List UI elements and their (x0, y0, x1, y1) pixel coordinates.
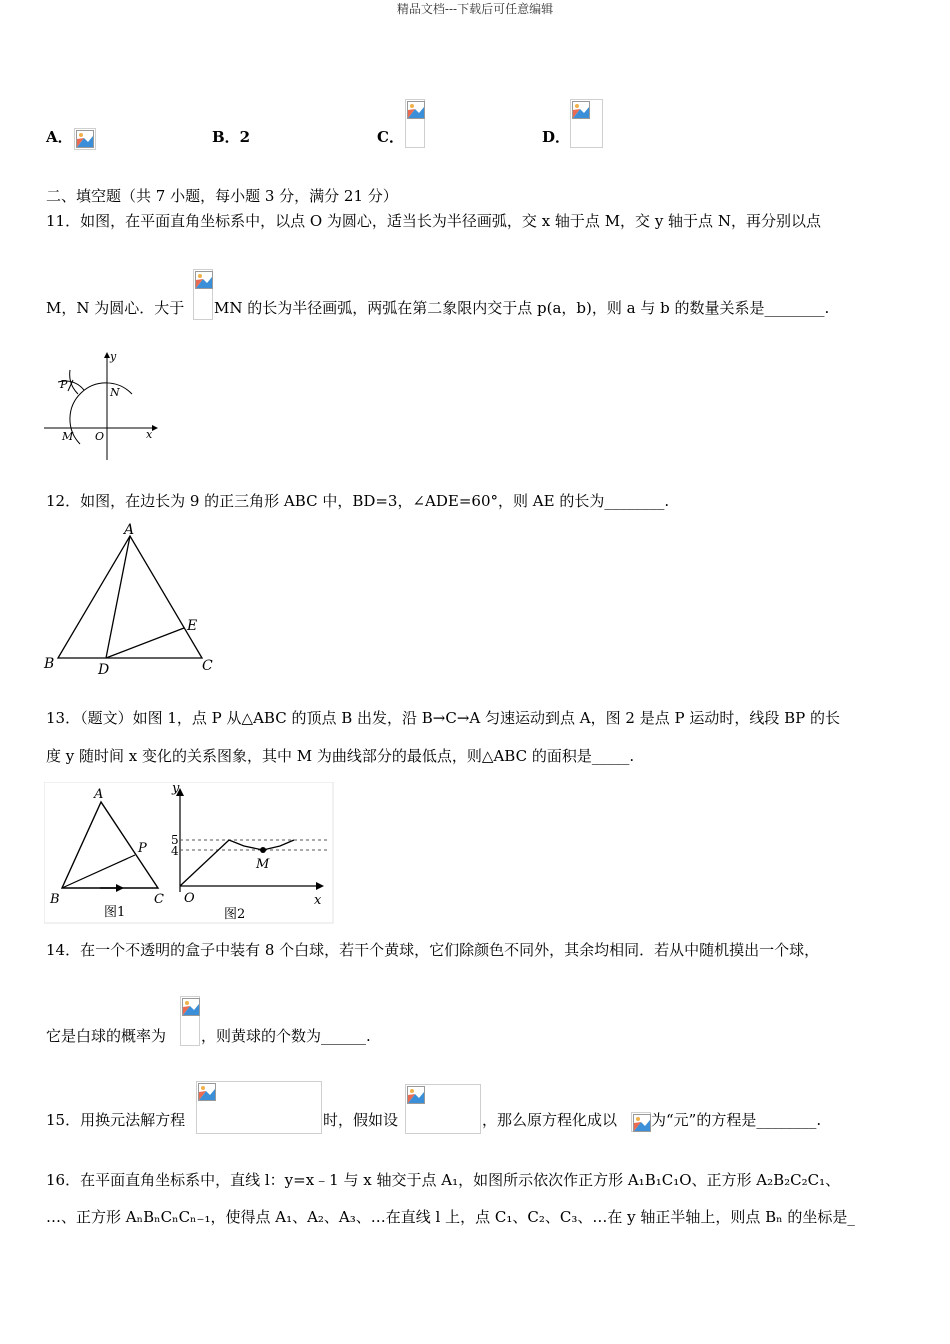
fig-label-o: O (95, 430, 105, 443)
broken-image-icon (407, 101, 425, 119)
q11-figure (40, 348, 160, 466)
broken-image-icon (572, 101, 590, 119)
point-m (260, 847, 266, 853)
option-d-label: D． (542, 128, 571, 146)
fig1-label-b: B (50, 892, 60, 907)
q15-part-d: 为“元”的方程是________. (651, 1111, 822, 1129)
q15-equation-image (196, 1081, 322, 1134)
q13-line1: 13．（题文）如图 1，点 P 从△ABC 的顶点 B 出发，沿 B→C→A 匀速运动到点 A，图 2 是点 P 运动时，线段 BP 的长 (46, 709, 840, 727)
q11-line2b: MN 的长为半径画弧，两弧在第二象限内交于点 p(a，b)，则 a 与 b 的数量关系是________. (214, 299, 830, 317)
fig-label-n: N (110, 386, 120, 399)
q11-fraction-image (193, 269, 213, 320)
fig-label-a: A (124, 522, 135, 538)
option-c-label: C． (377, 128, 404, 146)
fig2-label-m: M (256, 857, 270, 872)
fig2-label-x: x (314, 893, 322, 908)
fig-label-c: C (202, 658, 213, 674)
fig2-label-o: O (184, 891, 195, 906)
q16-line2: …、正方形 AₙBₙCₙCₙ₋₁，使得点 A₁、A₂、A₃、…在直线 l 上，点 C₁、C₂、C₃、…在 y 轴正半轴上，则点 Bₙ 的坐标是_ (46, 1208, 855, 1226)
q13-line2: 度 y 随时间 x 变化的关系图象，其中 M 为曲线部分的最低点，则△ABC 的面积是_____. (46, 747, 635, 765)
fig-label-e: E (187, 618, 198, 634)
q15-substitution-image (405, 1084, 481, 1134)
broken-image-icon (407, 1086, 425, 1104)
option-c-image (405, 99, 425, 148)
broken-image-icon (76, 130, 94, 148)
fig1-label-p: P (138, 841, 147, 856)
x-axis-arrow (152, 425, 158, 431)
tick-4: 4 (171, 844, 179, 858)
q15-part-b: 时，假如设 (323, 1111, 399, 1129)
q14-fraction-image (180, 996, 200, 1046)
q16-line1: 16．在平面直角坐标系中，直线 l：y=x﹣1 与 x 轴交于点 A₁，如图所示依次作正方形 A₁B₁C₁O、正方形 A₂B₂C₂C₁、 (46, 1171, 841, 1189)
segment-de (106, 628, 184, 658)
q15-variable-image (631, 1112, 651, 1132)
q15-part-a: 15．用换元法解方程 (46, 1111, 186, 1129)
fig-label-b: B (44, 656, 55, 672)
option-a-image (74, 128, 96, 150)
broken-image-icon (195, 271, 213, 289)
broken-image-icon (198, 1083, 216, 1101)
option-b-label: B．2 (212, 128, 251, 146)
tick-5: 5 (171, 833, 179, 847)
fig-label-x: x (146, 428, 153, 441)
fig2-label-y: y (172, 782, 180, 796)
q15-part-c: ，那么原方程化成以 (482, 1111, 618, 1129)
section-title: 二、填空题（共 7 小题，每小题 3 分，满分 21 分） (46, 187, 398, 205)
fig-label-y: y (110, 350, 117, 363)
fig2-caption: 图2 (224, 907, 246, 922)
page-header: 精品文档---下载后可任意编辑 (396, 2, 554, 16)
broken-image-icon (633, 1114, 651, 1132)
q12-line1: 12．如图，在边长为 9 的正三角形 ABC 中，BD=3，∠ADE=60°，则 AE 的长为________. (46, 492, 670, 510)
q14-line1: 14．在一个不透明的盒子中装有 8 个白球，若干个黄球，它们除颜色不同外，其余均相同．若从中随机摸出一个球， (46, 941, 820, 959)
fig1-caption: 图1 (104, 905, 126, 920)
fig-label-m: M (62, 430, 74, 443)
q11-line2a: M，N 为圆心．大于 (46, 299, 185, 317)
fig-label-d: D (98, 662, 110, 676)
q14-line2a: 它是白球的概率为 (46, 1027, 167, 1045)
segment-ad (106, 536, 130, 658)
triangle-abc (58, 536, 202, 658)
fig1-label-c: C (154, 892, 164, 907)
option-a-label: A． (46, 128, 73, 146)
q12-figure (40, 518, 225, 676)
fig1-label-a: A (94, 787, 104, 802)
option-d-image (570, 99, 603, 148)
q13-figures (44, 782, 334, 924)
q14-line2b: ，则黄球的个数为______. (201, 1027, 371, 1045)
fig-label-p: P (60, 378, 68, 391)
q11-line1: 11．如图，在平面直角坐标系中，以点 O 为圆心，适当长为半径画弧，交 x 轴于点 M，交 y 轴于点 N，再分别以点 (46, 212, 821, 230)
broken-image-icon (182, 998, 200, 1016)
